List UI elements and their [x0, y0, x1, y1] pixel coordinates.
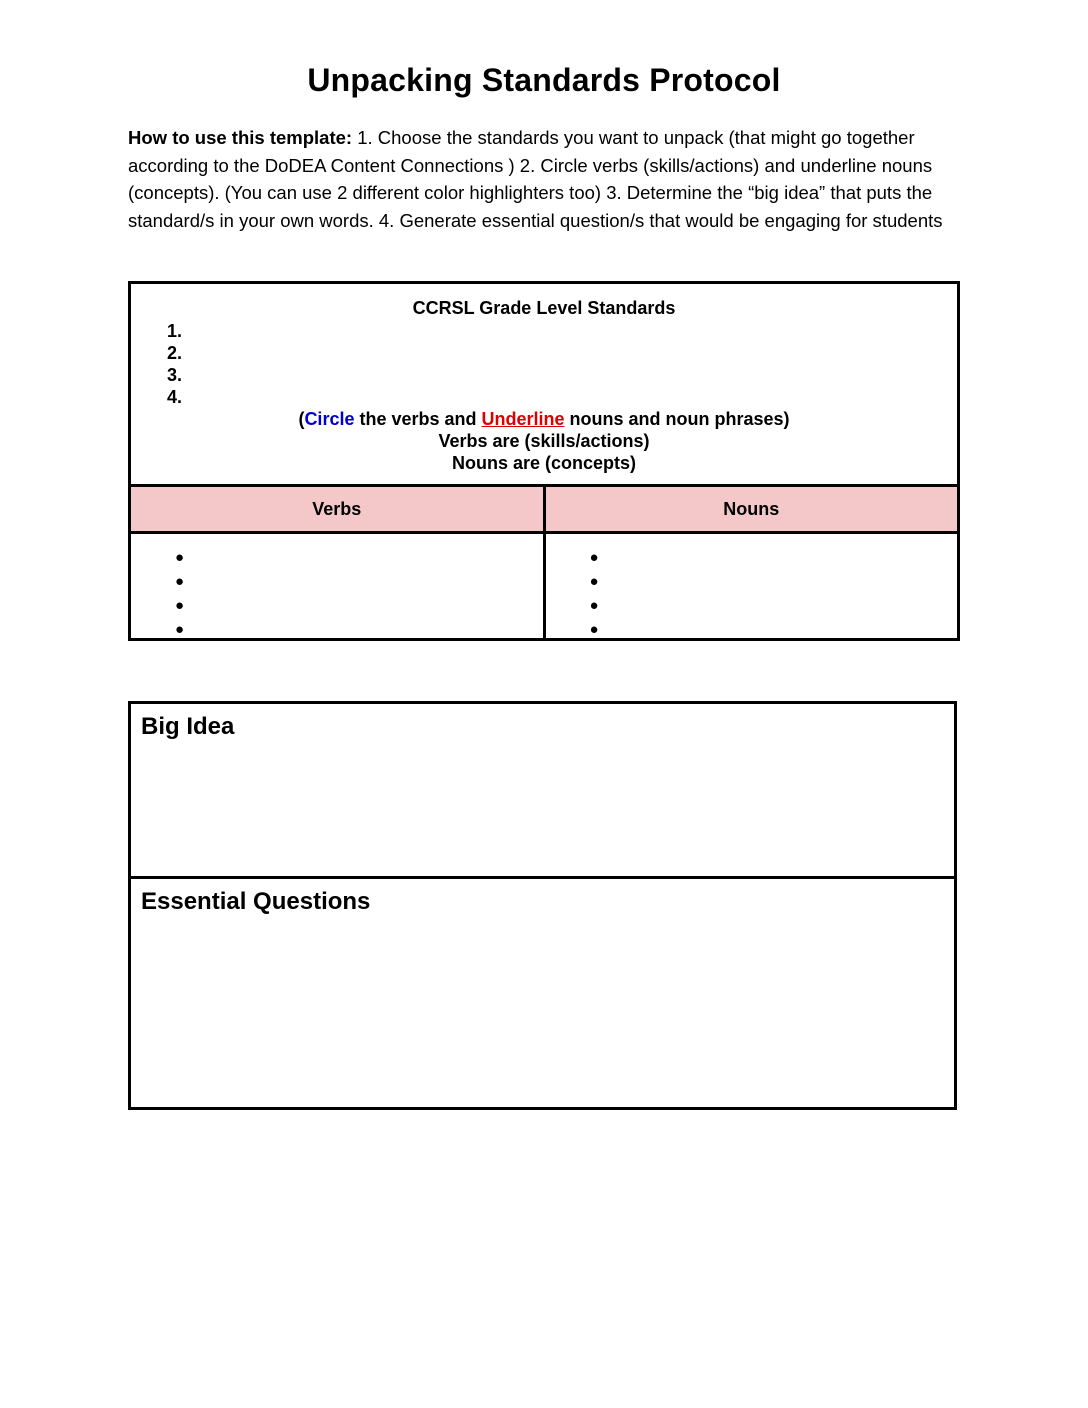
- page-title: Unpacking Standards Protocol: [307, 62, 781, 98]
- standards-header-cell: [131, 284, 957, 484]
- verbs-bullet-item[interactable]: [175, 570, 543, 594]
- note-underline-word: Underline: [481, 409, 565, 429]
- standards-note-line-1: [131, 408, 957, 430]
- standards-list-item[interactable]: 4.: [167, 387, 183, 407]
- ideas-table: [128, 701, 957, 1110]
- standards-note-line-2: Verbs are (skills/actions): [438, 431, 650, 451]
- verbs-bullet-item[interactable]: [175, 546, 543, 570]
- note-middle-text: the verbs and: [354, 409, 482, 429]
- nouns-bullet-list: [590, 546, 958, 642]
- verbs-nouns-body-row: [131, 534, 957, 638]
- note-open-paren: (: [298, 409, 305, 429]
- instructions-label: How to use this template:: [128, 127, 353, 148]
- nouns-column-header: Nouns: [543, 487, 958, 531]
- nouns-bullet-item[interactable]: [590, 546, 958, 570]
- nouns-column-cell[interactable]: [543, 534, 958, 638]
- note-circle-word: Circle: [304, 409, 355, 429]
- instructions-body: 1. Choose the standards you want to unpack (that might go together according to the DoDEA Content Connections ) 2. Circle verbs (skills/actions) and underline nouns (concepts). (You can use 2 different color highlighters too) 3. Determine the “big idea” that puts the standard/s in your own words. 4. Generate essential question/s that would be engaging for students: [128, 127, 943, 231]
- verbs-column-header: Verbs: [131, 487, 543, 531]
- instructions-paragraph: [128, 124, 964, 234]
- verbs-bullet-list: [175, 546, 543, 642]
- essential-questions-row[interactable]: [131, 876, 954, 1107]
- note-end-text: nouns and noun phrases): [564, 409, 790, 429]
- big-idea-row[interactable]: [131, 704, 954, 876]
- standards-list-item[interactable]: 1.: [167, 321, 183, 341]
- nouns-bullet-item[interactable]: [590, 594, 958, 618]
- essential-questions-label: Essential Questions: [141, 888, 371, 915]
- verbs-bullet-item[interactable]: [175, 618, 543, 642]
- standards-table: [128, 281, 960, 641]
- standards-heading: CCRSL Grade Level Standards: [412, 298, 676, 318]
- verbs-column-cell[interactable]: [131, 534, 543, 638]
- verbs-nouns-header-row: [131, 484, 957, 534]
- standards-note: [131, 408, 957, 474]
- big-idea-label: Big Idea: [141, 713, 235, 740]
- standards-list-item[interactable]: 3.: [167, 365, 183, 385]
- nouns-bullet-item[interactable]: [590, 618, 958, 642]
- standards-note-line-3: Nouns are (concepts): [451, 453, 637, 473]
- verbs-bullet-item[interactable]: [175, 594, 543, 618]
- nouns-bullet-item[interactable]: [590, 570, 958, 594]
- standards-numbered-list: [167, 320, 182, 408]
- standards-list-item[interactable]: 2.: [167, 343, 183, 363]
